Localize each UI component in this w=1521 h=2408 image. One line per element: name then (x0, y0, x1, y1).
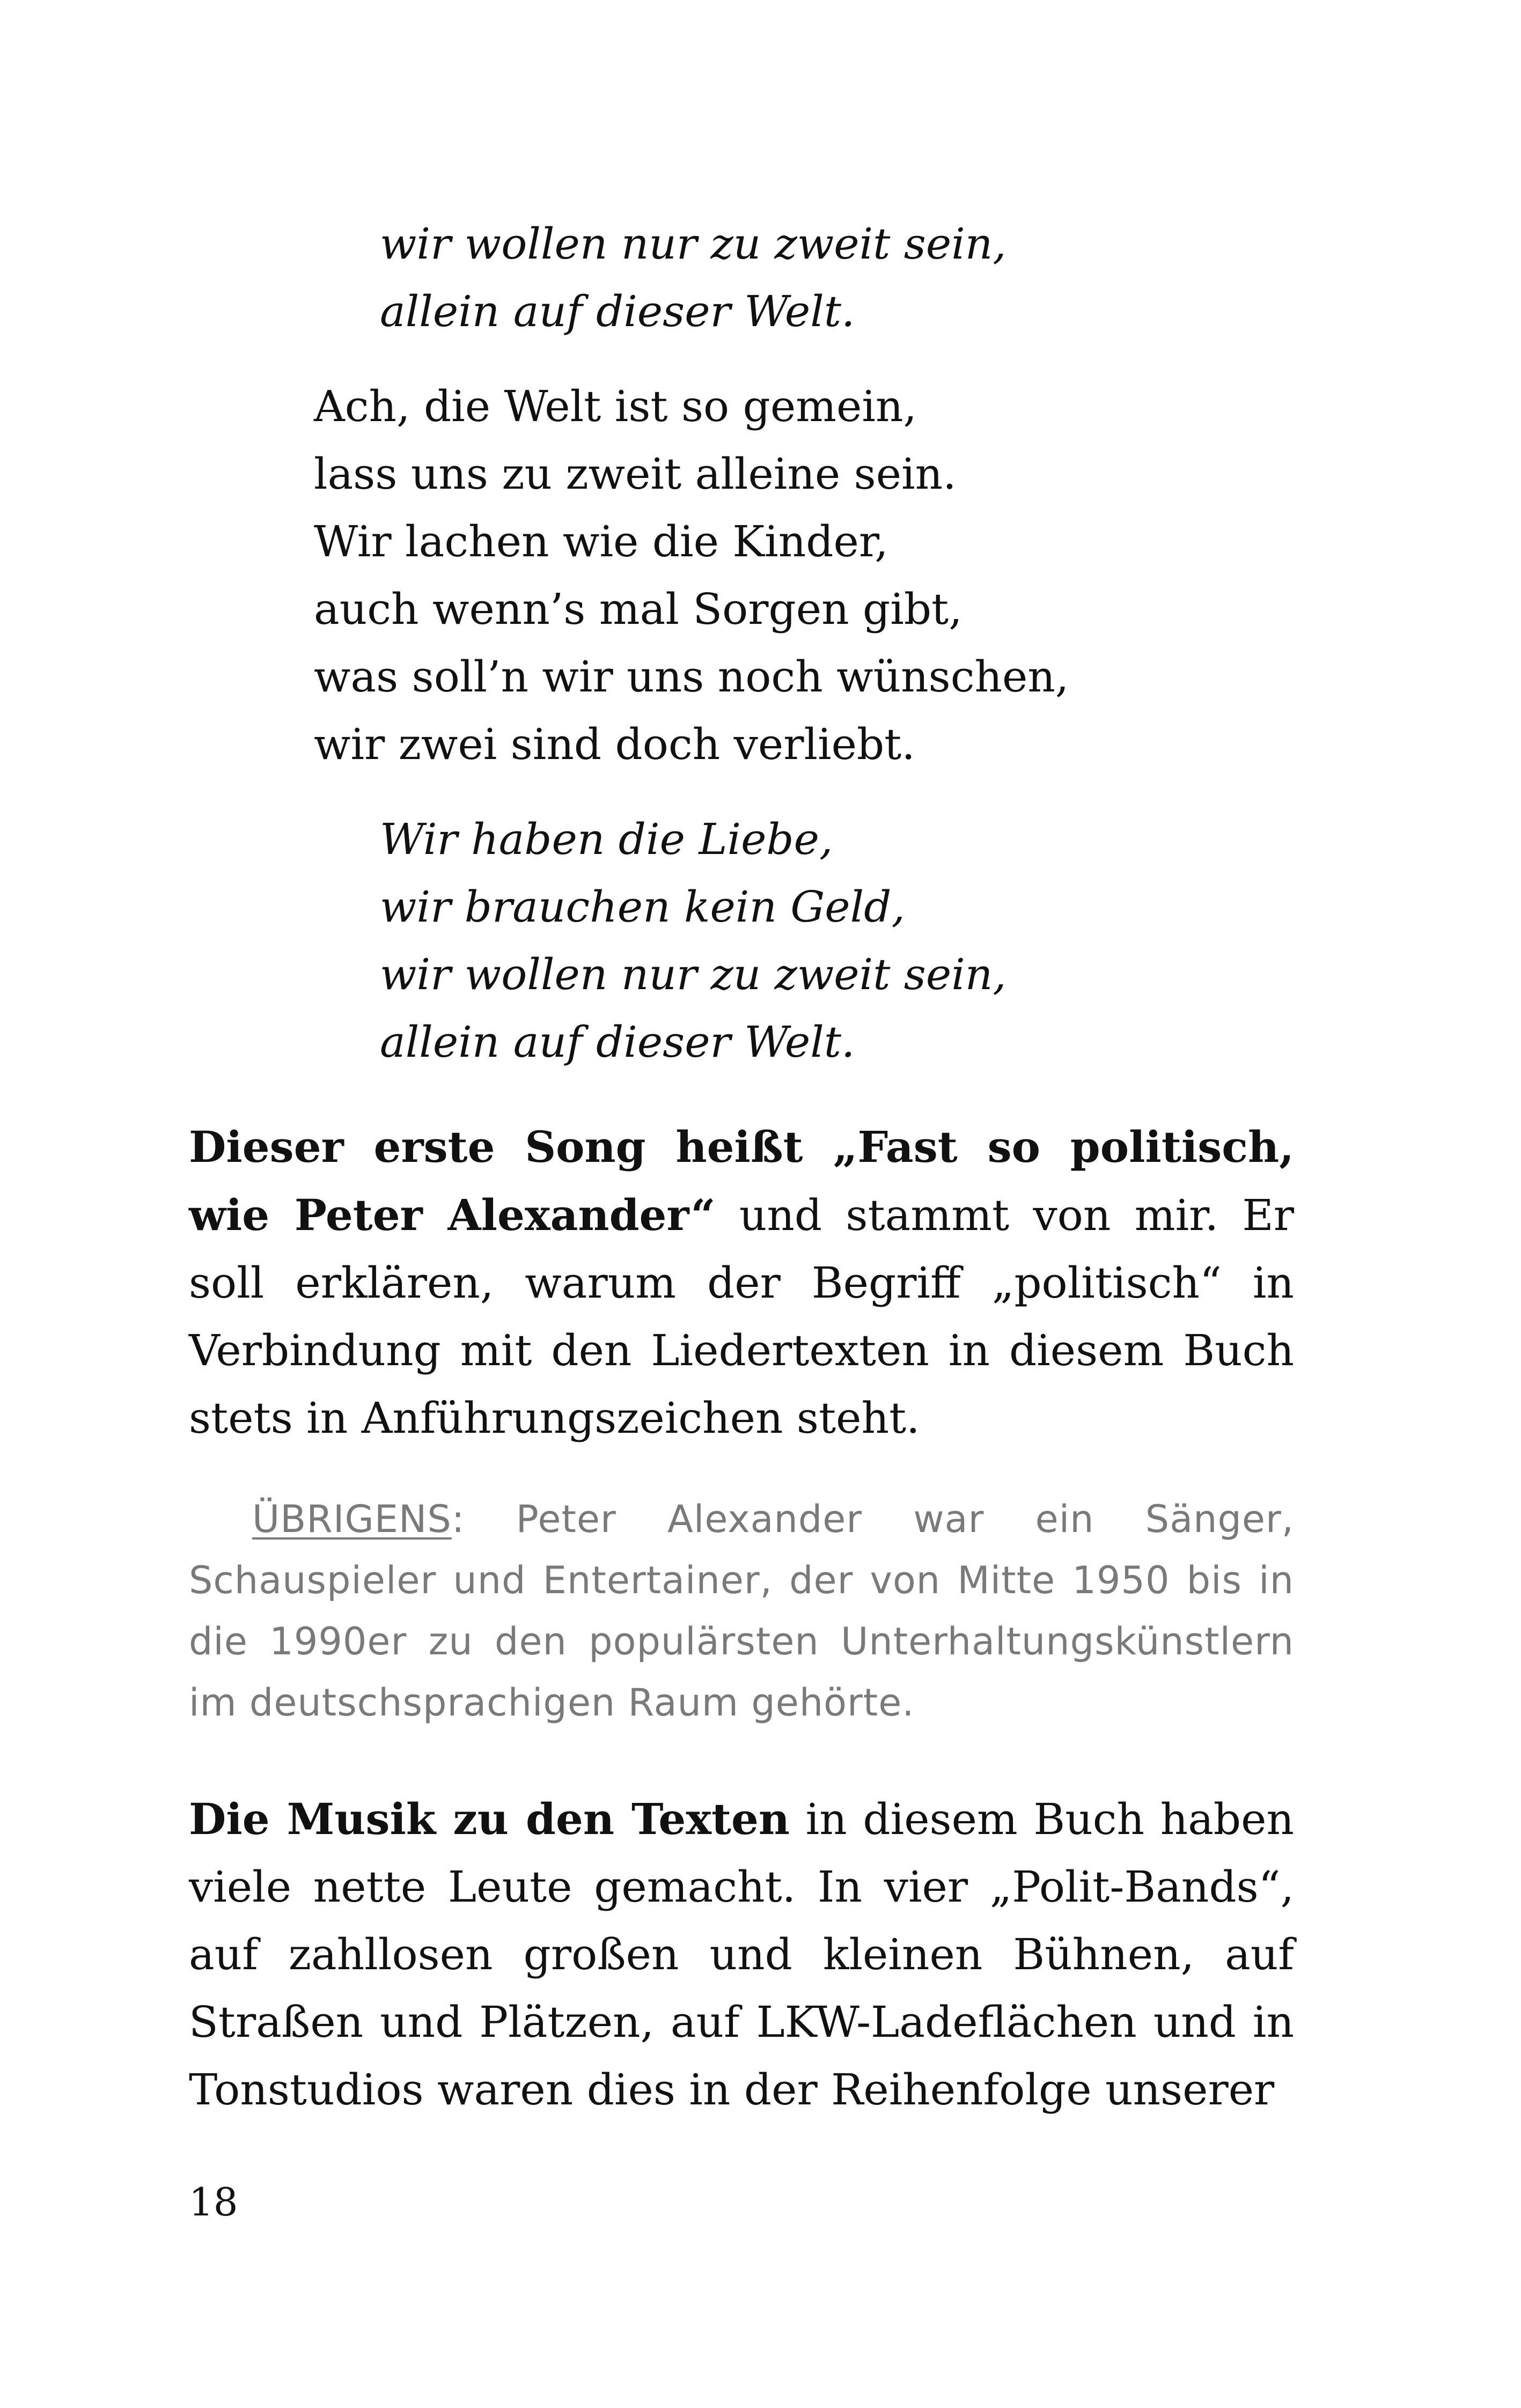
lyric-line: wir brauchen kein Geld, (380, 882, 905, 932)
lyric-line: Ach, die Welt ist so gemein, (314, 381, 917, 431)
page-number: 18 (189, 2179, 238, 2225)
verse-stanza (314, 373, 1069, 778)
aside-label: ÜBRIGENS (252, 1497, 452, 1541)
refrain-ending-top (380, 210, 1006, 345)
song-title-emphasis: Dieser erste Song heißt „Fast so politisch, wie Peter Alexander“ (189, 1122, 1294, 1240)
lyric-line: wir wollen nur zu zweit sein, (380, 949, 1006, 999)
lyric-line: wir wollen nur zu zweit sein, (380, 219, 1006, 269)
aside-separator: : (451, 1497, 465, 1541)
lyric-line: auch wenn’s mal Sorgen gibt, (314, 584, 962, 634)
lyric-line: wir zwei sind doch verliebt. (314, 719, 915, 769)
paragraph-text: in diesem Buch haben viele nette Leute gemacht. In vier „Polit-Bands“, auf zahllosen großen und kleinen Bühnen, auf Straßen und Plätzen, auf LKW-Ladeflächen und in Tonstudios waren dies in der Reihenfolge unserer (189, 1794, 1294, 2115)
paragraph-text: und stammt von mir. Er soll erklären, warum der Begriff „politisch“ in Verbindung mit den Liedertexten in diesem Buch stets in Anführungszeichen steht. (189, 1190, 1294, 1443)
aside-note (189, 1489, 1294, 1733)
lyric-line: was soll’n wir uns noch wünschen, (314, 652, 1069, 702)
refrain-stanza (380, 806, 1006, 1076)
lyric-line: lass uns zu zweit alleine sein. (314, 449, 957, 499)
lyric-line: allein auf dieser Welt. (380, 1017, 855, 1067)
paragraph-music-credits (189, 1785, 1294, 2124)
aside-text: Peter Alexander war ein Sänger, Schauspieler und Entertainer, der von Mitte 1950 bis in die 1990er zu den populärsten Unterhaltungskünstlern im deutschsprachigen Raum gehörte. (189, 1497, 1294, 1725)
paragraph-lead-emphasis: Die Musik zu den Texten (189, 1794, 790, 1844)
lyric-line: allein auf dieser Welt. (380, 286, 855, 336)
paragraph-song-intro (189, 1113, 1294, 1452)
lyric-line: Wir lachen wie die Kinder, (314, 517, 888, 566)
lyric-line: Wir haben die Liebe, (380, 814, 833, 864)
